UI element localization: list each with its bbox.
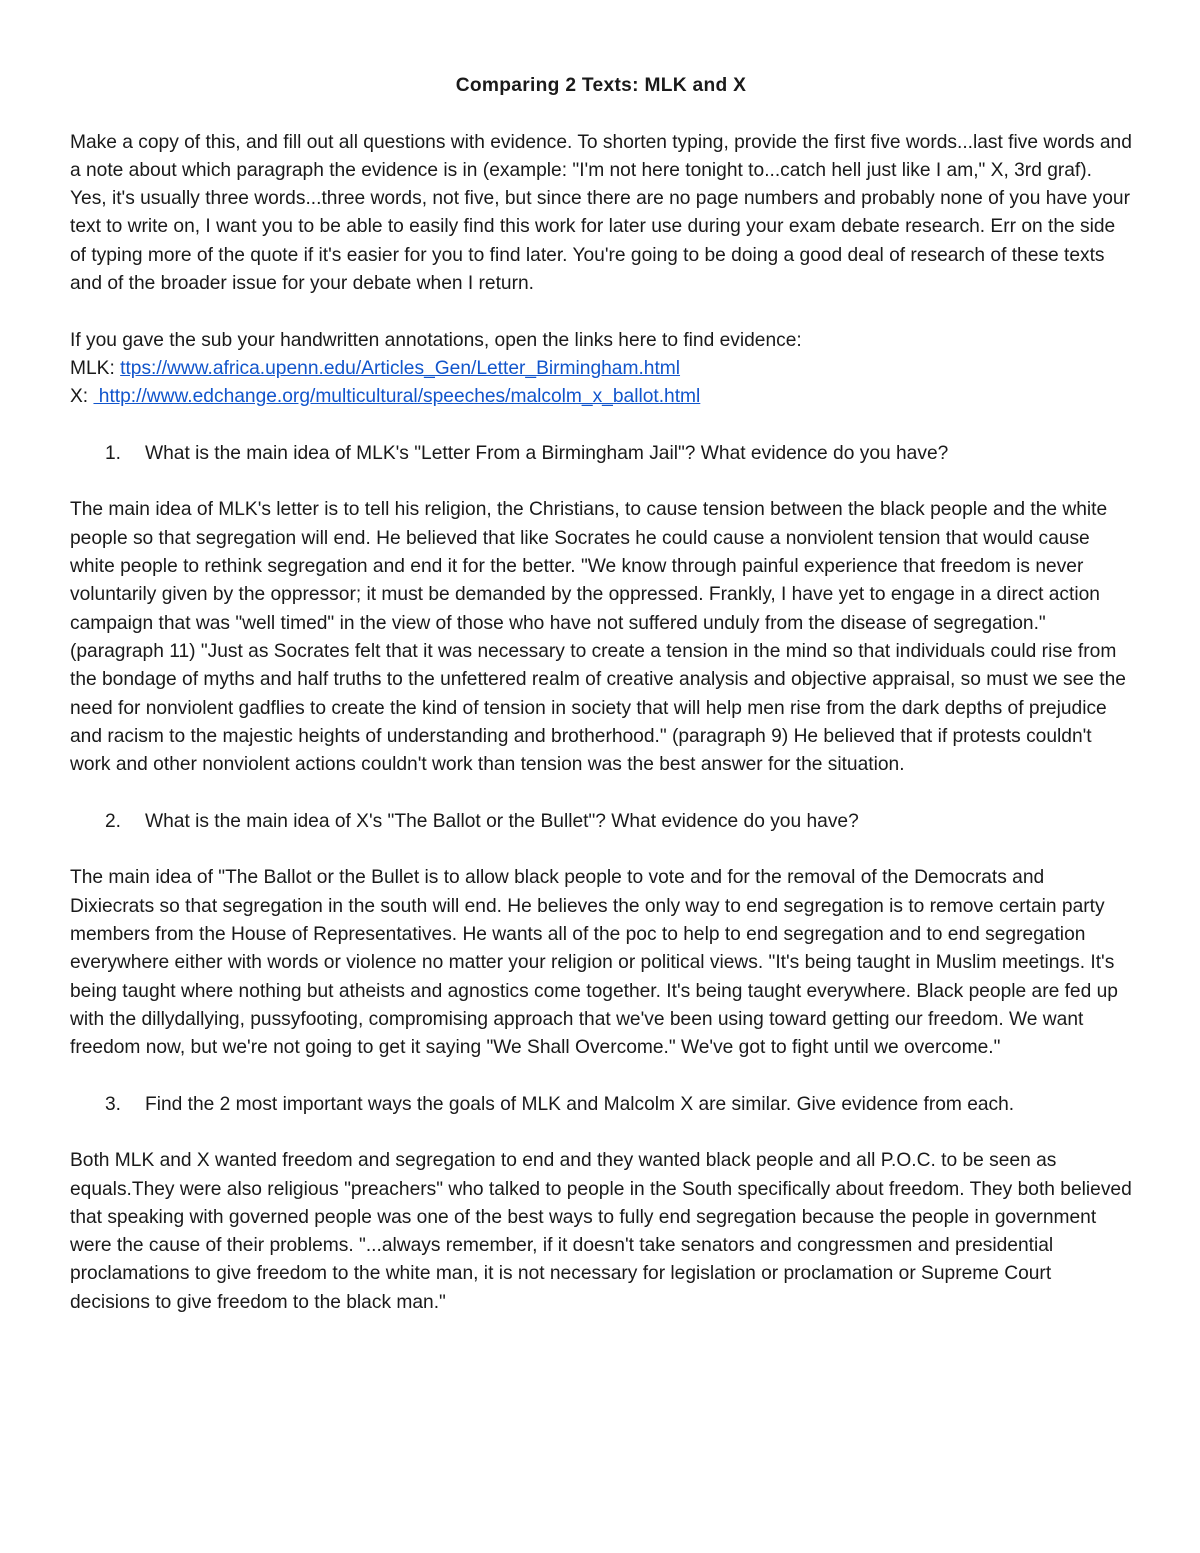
document-page [70,72,1132,1345]
links-block [70,327,1132,412]
answer-2: The main idea of "The Ballot or the Bullet is to allow black people to vote and for the removal of the Democrats and Dixiecrats so that segregation in the south will end. He believes the only way to end segregation is to remove certain party members from the House of Representatives. He wants all of the poc to help to end segregation and to end segregation everywhere either with words or violence no matter your religion or political views. "It's being taught in Muslim meetings. It's being taught where nothing but atheists and agnostics come together. It's being taught everywhere. Black people are fed up with the dillydallying, pussyfooting, compromising approach that we've been using toward getting our freedom. We want freedom now, but we're not going to get it saying "We Shall Overcome." We've got to fight until we overcome." [70,867,1118,1059]
answer-3: Both MLK and X wanted freedom and segregation to end and they wanted black people and all P.O.C. to be seen as equals.They were also religious "preachers" who talked to people in the South specifically about freedom. They both believed that speaking with governed people was one of the best ways to fully end segregation because the people in government were the cause of their problems. "...always remember, if it doesn't take senators and congressmen and presidential proclamations to give freedom to the white man, it is not necessary for legislation or proclamation or Supreme Court decisions to give freedom to the black man." [70,1150,1132,1313]
mlk-link[interactable]: ttps://www.africa.upenn.edu/Articles_Gen/Letter_Birmingham.html [120,357,681,379]
question-3 [70,1091,1132,1119]
question-3-text: Find the 2 most important ways the goals of MLK and Malcolm X are similar. Give evidence from each. [145,1093,1015,1115]
question-1-number: 1. [105,442,122,464]
x-link-label: X: [70,386,94,408]
mlk-link-row [70,355,1132,383]
question-2 [70,808,1132,836]
mlk-link-label: MLK: [70,357,121,379]
intro-paragraph: Make a copy of this, and fill out all questions with evidence. To shorten typing, provide the first five words...last five words and a note about which paragraph the evidence is in (example: "I'm not here tonight to...catch hell just like I am," X, 3rd graf). Yes, it's usually three words...three words, not five, but since there are no page numbers and probably none of you have your text to write on, I want you to be able to easily find this work for later use during your exam debate research. Err on the side of typing more of the quote if it's easier for you to find later. You're going to be doing a good deal of research of these texts and of the broader issue for your debate when I return. [70,131,1132,295]
document-title: Comparing 2 Texts: MLK and X [455,75,747,96]
question-1 [70,440,1132,468]
x-link[interactable]: http://www.edchange.org/multicultural/speeches/malcolm_x_ballot.html [93,386,701,408]
question-2-text: What is the main idea of X's "The Ballot or the Bullet"? What evidence do you have? [145,810,859,832]
question-1-text: What is the main idea of MLK's "Letter From a Birmingham Jail"? What evidence do you have? [145,442,949,464]
question-2-number: 2. [105,810,122,832]
x-link-row [70,383,1132,411]
question-3-number: 3. [105,1093,122,1115]
links-intro: If you gave the sub your handwritten annotations, open the links here to find evidence: [70,329,802,351]
answer-1: The main idea of MLK's letter is to tell his religion, the Christians, to cause tension between the black people and the white people so that segregation will end. He believed that like Socrates he could cause a nonviolent tension that would cause white people to rethink segregation and end it for the better. "We know through painful experience that freedom is never voluntarily given by the oppressor; it must be demanded by the oppressed. Frankly, I have yet to engage in a direct action campaign that was "well timed" in the view of those who have not suffered unduly from the disease of segregation." (paragraph 11) "Just as Socrates felt that it was necessary to create a tension in the mind so that individuals could rise from the bondage of myths and half truths to the unfettered realm of creative analysis and objective appraisal, so must we see the need for nonviolent gadflies to create the kind of tension in society that will help men rise from the dark depths of prejudice and racism to the majestic heights of understanding and brotherhood." (paragraph 9) He believed that if protests couldn't work and other nonviolent actions couldn't work than tension was the best answer for the situation. [70,499,1126,776]
